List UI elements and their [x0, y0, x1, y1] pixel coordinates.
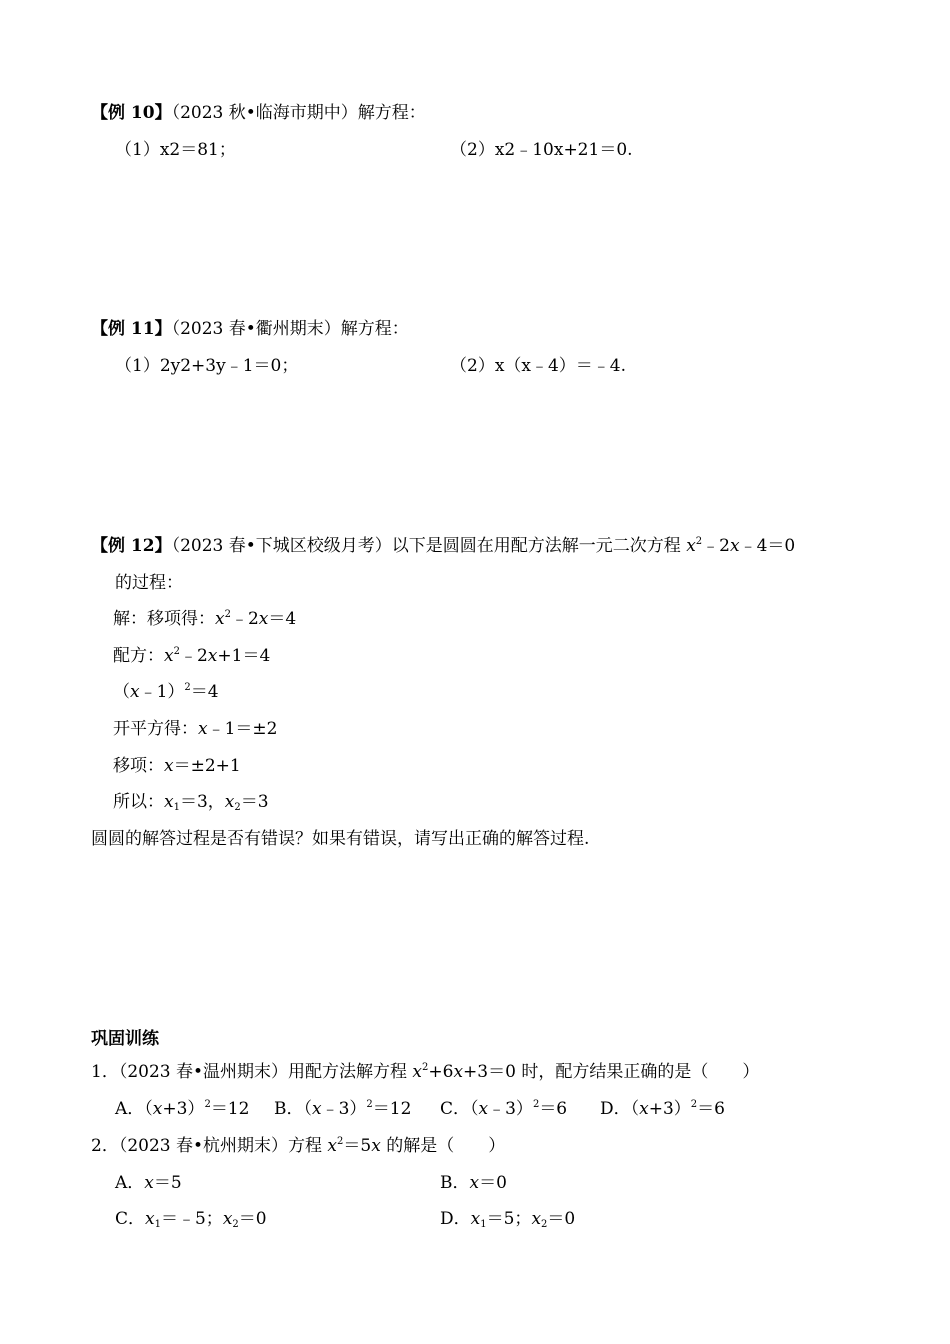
option-text: B．（: [274, 1099, 312, 1119]
question-2: [91, 1135, 505, 1157]
question-2-option-b[interactable]: [440, 1172, 507, 1194]
question-text: ＝5: [343, 1136, 372, 1156]
solution-step-3: [113, 681, 219, 703]
option-text: +3）: [162, 1099, 205, 1119]
variable: x: [312, 1099, 322, 1119]
variable: x: [164, 646, 174, 666]
variable: x: [215, 609, 225, 629]
variable: x: [198, 719, 208, 739]
exponent: 2: [173, 646, 180, 657]
option-text: ＝0: [238, 1209, 267, 1229]
variable: x: [478, 1099, 489, 1119]
option-text: A．（: [115, 1099, 153, 1119]
option-text: C．: [115, 1209, 146, 1229]
variable: x: [453, 1062, 464, 1082]
subscript: 1: [154, 1219, 161, 1230]
example-10-title: [91, 102, 426, 124]
example-11-title: [91, 318, 409, 340]
variable: x: [222, 1209, 233, 1229]
question-text: 1．（2023 春•温州期末）用配方法解方程: [91, 1062, 413, 1082]
option-text: ＝﹣5；: [160, 1209, 223, 1229]
example-tag: 【例 12】: [91, 536, 172, 556]
exponent: 2: [366, 1099, 373, 1110]
option-text: ＝5: [153, 1173, 182, 1193]
variable: x: [412, 1062, 423, 1082]
variable: x: [371, 1136, 381, 1156]
equation-text: （: [113, 682, 130, 702]
question-1-option-c[interactable]: [440, 1098, 567, 1120]
variable: x: [531, 1209, 542, 1229]
variable: x: [469, 1173, 480, 1193]
option-text: ＝0: [547, 1209, 576, 1229]
option-text: ﹣3）: [321, 1099, 367, 1119]
variable: x: [164, 756, 174, 776]
example-tag: 【例 10】: [91, 103, 172, 123]
exponent: 2: [695, 536, 703, 547]
variable: x: [152, 1099, 163, 1119]
equation-text: ﹣1＝±2: [207, 719, 278, 739]
step-label: 解：移项得：: [113, 609, 215, 629]
equation-text: +1＝4: [217, 646, 271, 666]
variable: x: [207, 646, 218, 666]
exponent: 2: [337, 1136, 344, 1147]
variable: x: [224, 792, 235, 812]
option-text: ＝12: [372, 1099, 412, 1119]
section-heading: 巩固训练: [91, 1029, 159, 1049]
exponent: 2: [532, 1099, 540, 1110]
equation-text: ＝3: [240, 792, 269, 812]
example-source: （2023 春•衢州期末）解方程：: [171, 319, 409, 339]
example-10-part-2: （2）x2﹣10x+21＝0.: [450, 140, 633, 160]
subscript: 1: [480, 1219, 487, 1230]
variable: x: [470, 1209, 481, 1229]
variable: x: [686, 536, 696, 556]
question-text: 2．（2023 春•杭州期末）方程: [91, 1136, 328, 1156]
variable: x: [729, 536, 740, 556]
example-11-part-1: （1）2y2+3y﹣1＝0；: [115, 356, 299, 376]
subscript: 2: [541, 1219, 548, 1230]
step-label: 所以：: [113, 792, 164, 812]
equation-text: ﹣4＝0: [739, 536, 796, 556]
equation-text: ﹣2: [702, 536, 730, 556]
step-label: 移项：: [113, 756, 164, 776]
example-12-title: [91, 535, 795, 557]
equation-text: ＝4: [268, 609, 297, 629]
example-source: （2023 秋•临海市期中）解方程：: [171, 103, 426, 123]
option-text: ＝12: [210, 1099, 250, 1119]
exponent: 2: [422, 1062, 429, 1073]
option-text: A．: [115, 1173, 145, 1193]
step-label: 配方：: [113, 646, 164, 666]
subscript: 1: [173, 802, 180, 813]
solution-step-1: [113, 608, 296, 630]
variable: x: [639, 1099, 649, 1119]
question-2-option-a[interactable]: [115, 1172, 182, 1194]
solution-step-2: [113, 645, 270, 667]
subscript: 2: [232, 1219, 239, 1230]
option-text: ﹣3）: [488, 1099, 533, 1119]
option-text: +3）: [648, 1099, 691, 1119]
variable: x: [145, 1209, 155, 1229]
variable: x: [144, 1173, 154, 1193]
variable: x: [327, 1136, 338, 1156]
option-text: ＝6: [539, 1099, 568, 1119]
example-11-part-2: （2）x（x﹣4）＝﹣4.: [450, 356, 627, 376]
equation-text: ﹣2: [230, 609, 259, 629]
option-text: ＝0: [479, 1173, 507, 1193]
equation-text: ＝3，: [179, 792, 225, 812]
solution-step-4: [113, 718, 277, 740]
exponent: 2: [184, 682, 191, 693]
option-text: B．: [440, 1173, 470, 1193]
equation-text: ＝±2+1: [173, 756, 241, 776]
option-text: D．（: [600, 1099, 640, 1119]
equation-text: ﹣2: [179, 646, 208, 666]
example-12-title-continued: 的过程：: [115, 573, 183, 593]
equation-text: ﹣1）: [139, 682, 185, 702]
exponent: 2: [204, 1099, 211, 1110]
example-source: （2023 春•下城区校级月考）以下是圆圆在用配方法解一元二次方程: [171, 536, 687, 556]
option-text: ＝6: [697, 1099, 725, 1119]
example-tag: 【例 11】: [91, 319, 172, 339]
question-1: [91, 1061, 759, 1083]
variable: x: [164, 792, 174, 812]
solution-step-5: [113, 755, 241, 777]
exponent: 2: [690, 1099, 698, 1110]
step-label: 开平方得：: [113, 719, 198, 739]
option-text: D．: [440, 1209, 471, 1229]
question-1-option-a[interactable]: [115, 1098, 249, 1120]
subscript: 2: [234, 802, 241, 813]
question-2-option-d[interactable]: [440, 1208, 575, 1230]
exponent: 2: [224, 609, 231, 620]
option-text: C．（: [440, 1099, 479, 1119]
question-text: +6: [428, 1062, 454, 1082]
variable: x: [130, 682, 140, 702]
option-text: ＝5；: [486, 1209, 532, 1229]
question-1-option-d[interactable]: [600, 1098, 725, 1120]
example-12-question: 圆圆的解答过程是否有错误？如果有错误，请写出正确的解答过程.: [91, 829, 590, 849]
solution-step-6: [113, 791, 269, 813]
equation-text: ＝4: [190, 682, 219, 702]
example-10-part-1: （1）x2＝81；: [115, 140, 236, 160]
question-1-option-b[interactable]: [274, 1098, 411, 1120]
question-text: +3＝0 时，配方结果正确的是（ ）: [463, 1062, 760, 1082]
variable: x: [258, 609, 269, 629]
question-2-option-c[interactable]: [115, 1208, 267, 1230]
question-text: 的解是（ ）: [380, 1136, 506, 1156]
